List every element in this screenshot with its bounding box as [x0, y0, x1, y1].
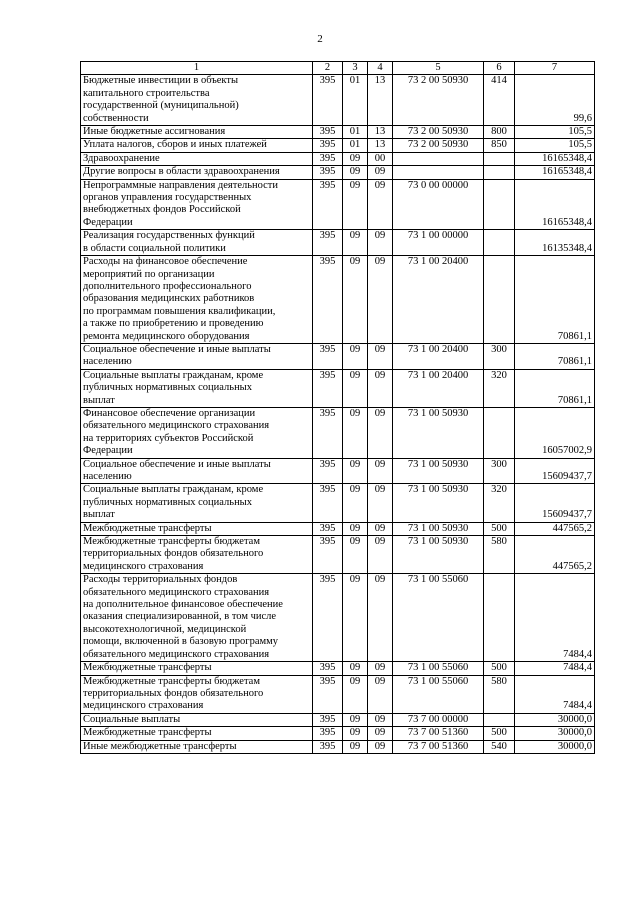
amount-cell: 105,5 — [515, 139, 595, 152]
section-code-cell: 01 — [343, 126, 368, 139]
subsection-code-cell: 09 — [368, 727, 393, 740]
target-item-cell: 73 1 00 50930 — [393, 407, 484, 458]
target-item-cell — [393, 152, 484, 165]
row-name-cell: Межбюджетные трансферты — [81, 522, 313, 535]
section-code-cell: 09 — [343, 179, 368, 230]
column-header-3: 3 — [343, 62, 368, 75]
admin-code-cell: 395 — [313, 484, 343, 522]
section-code-cell: 09 — [343, 522, 368, 535]
subsection-code-cell: 09 — [368, 740, 393, 753]
table-header — [81, 62, 595, 75]
table-row — [81, 369, 595, 407]
table-row — [81, 713, 595, 726]
target-item-cell: 73 1 00 00000 — [393, 230, 484, 256]
admin-code-cell: 395 — [313, 75, 343, 126]
row-name-cell: Уплата налогов, сборов и иных платежей — [81, 139, 313, 152]
expense-type-cell — [484, 179, 515, 230]
target-item-cell: 73 1 00 50930 — [393, 458, 484, 484]
table-row — [81, 484, 595, 522]
row-name-cell: Социальное обеспечение и иные выплаты населению — [81, 458, 313, 484]
admin-code-cell: 395 — [313, 230, 343, 256]
section-code-cell: 09 — [343, 727, 368, 740]
section-code-cell: 01 — [343, 75, 368, 126]
amount-cell: 30000,0 — [515, 727, 595, 740]
target-item-cell: 73 2 00 50930 — [393, 75, 484, 126]
table-row — [81, 166, 595, 179]
subsection-code-cell: 09 — [368, 536, 393, 574]
amount-cell: 447565,2 — [515, 536, 595, 574]
table-row — [81, 256, 595, 344]
amount-cell: 16057002,9 — [515, 407, 595, 458]
expense-type-cell: 540 — [484, 740, 515, 753]
row-name-cell: Расходы территориальных фондов обязательного медицинского страхования на дополнительное финансовое обеспечение оказания специализированной, в том числе высокотехнологичной, медицинской помощи, включенной в базовую программу обязательного медицинского страхования — [81, 574, 313, 662]
section-code-cell: 09 — [343, 484, 368, 522]
expense-type-cell — [484, 407, 515, 458]
amount-cell: 99,6 — [515, 75, 595, 126]
subsection-code-cell: 09 — [368, 369, 393, 407]
admin-code-cell: 395 — [313, 369, 343, 407]
table-row — [81, 230, 595, 256]
admin-code-cell: 395 — [313, 179, 343, 230]
admin-code-cell: 395 — [313, 522, 343, 535]
admin-code-cell: 395 — [313, 740, 343, 753]
table-row — [81, 179, 595, 230]
amount-cell: 30000,0 — [515, 740, 595, 753]
column-header-4: 4 — [368, 62, 393, 75]
row-name-cell: Социальные выплаты гражданам, кроме публичных нормативных социальных выплат — [81, 369, 313, 407]
expense-type-cell: 580 — [484, 675, 515, 713]
expense-type-cell: 414 — [484, 75, 515, 126]
amount-cell: 70861,1 — [515, 256, 595, 344]
row-name-cell: Финансовое обеспечение организации обязательного медицинского страхования на территориях субъектов Российской Федерации — [81, 407, 313, 458]
subsection-code-cell: 09 — [368, 574, 393, 662]
admin-code-cell: 395 — [313, 536, 343, 574]
section-code-cell: 01 — [343, 139, 368, 152]
page-number: 2 — [317, 33, 323, 45]
expense-type-cell: 850 — [484, 139, 515, 152]
section-code-cell: 09 — [343, 574, 368, 662]
expense-type-cell: 320 — [484, 484, 515, 522]
row-name-cell: Другие вопросы в области здравоохранения — [81, 166, 313, 179]
table-row — [81, 662, 595, 675]
target-item-cell: 73 7 00 51360 — [393, 740, 484, 753]
subsection-code-cell: 09 — [368, 179, 393, 230]
amount-cell: 447565,2 — [515, 522, 595, 535]
section-code-cell: 09 — [343, 675, 368, 713]
admin-code-cell: 395 — [313, 343, 343, 369]
amount-cell: 15609437,7 — [515, 484, 595, 522]
table-row — [81, 574, 595, 662]
admin-code-cell: 395 — [313, 727, 343, 740]
section-code-cell: 09 — [343, 662, 368, 675]
table-row — [81, 458, 595, 484]
admin-code-cell: 395 — [313, 256, 343, 344]
column-header-1: 1 — [81, 62, 313, 75]
target-item-cell: 73 1 00 50930 — [393, 484, 484, 522]
column-header-6: 6 — [484, 62, 515, 75]
row-name-cell: Бюджетные инвестиции в объекты капитального строительства государственной (муниципальной) собственности — [81, 75, 313, 126]
amount-cell: 105,5 — [515, 126, 595, 139]
subsection-code-cell: 09 — [368, 458, 393, 484]
row-name-cell: Иные межбюджетные трансферты — [81, 740, 313, 753]
target-item-cell: 73 1 00 55060 — [393, 675, 484, 713]
table-row — [81, 343, 595, 369]
subsection-code-cell: 13 — [368, 75, 393, 126]
amount-cell: 16165348,4 — [515, 166, 595, 179]
expense-type-cell — [484, 713, 515, 726]
amount-cell: 7484,4 — [515, 574, 595, 662]
row-name-cell: Социальное обеспечение и иные выплаты населению — [81, 343, 313, 369]
expense-type-cell: 500 — [484, 662, 515, 675]
column-header-7: 7 — [515, 62, 595, 75]
header-row — [81, 62, 595, 75]
amount-cell: 70861,1 — [515, 343, 595, 369]
target-item-cell: 73 1 00 50930 — [393, 536, 484, 574]
table-row — [81, 740, 595, 753]
admin-code-cell: 395 — [313, 713, 343, 726]
subsection-code-cell: 09 — [368, 484, 393, 522]
amount-cell: 16165348,4 — [515, 152, 595, 165]
expense-type-cell — [484, 166, 515, 179]
section-code-cell: 09 — [343, 343, 368, 369]
target-item-cell — [393, 166, 484, 179]
expense-type-cell — [484, 256, 515, 344]
subsection-code-cell: 09 — [368, 522, 393, 535]
target-item-cell: 73 1 00 20400 — [393, 256, 484, 344]
subsection-code-cell: 09 — [368, 662, 393, 675]
expense-type-cell — [484, 230, 515, 256]
admin-code-cell: 395 — [313, 458, 343, 484]
expense-type-cell: 500 — [484, 522, 515, 535]
table-row — [81, 536, 595, 574]
expense-type-cell: 580 — [484, 536, 515, 574]
target-item-cell: 73 2 00 50930 — [393, 139, 484, 152]
subsection-code-cell: 13 — [368, 139, 393, 152]
row-name-cell: Межбюджетные трансферты бюджетам территориальных фондов обязательного медицинского страхования — [81, 675, 313, 713]
subsection-code-cell: 09 — [368, 343, 393, 369]
table-row — [81, 75, 595, 126]
section-code-cell: 09 — [343, 230, 368, 256]
expense-type-cell: 800 — [484, 126, 515, 139]
table-row — [81, 126, 595, 139]
admin-code-cell: 395 — [313, 675, 343, 713]
subsection-code-cell: 13 — [368, 126, 393, 139]
subsection-code-cell: 09 — [368, 166, 393, 179]
amount-cell: 15609437,7 — [515, 458, 595, 484]
target-item-cell: 73 1 00 20400 — [393, 369, 484, 407]
admin-code-cell: 395 — [313, 662, 343, 675]
table-row — [81, 152, 595, 165]
row-name-cell: Реализация государственных функций в области социальной политики — [81, 230, 313, 256]
expense-type-cell: 300 — [484, 458, 515, 484]
row-name-cell: Иные бюджетные ассигнования — [81, 126, 313, 139]
admin-code-cell: 395 — [313, 139, 343, 152]
section-code-cell: 09 — [343, 458, 368, 484]
amount-cell: 16165348,4 — [515, 179, 595, 230]
section-code-cell: 09 — [343, 152, 368, 165]
section-code-cell: 09 — [343, 166, 368, 179]
column-header-5: 5 — [393, 62, 484, 75]
subsection-code-cell: 00 — [368, 152, 393, 165]
row-name-cell: Социальные выплаты — [81, 713, 313, 726]
admin-code-cell: 395 — [313, 126, 343, 139]
table-row — [81, 139, 595, 152]
row-name-cell: Здравоохранение — [81, 152, 313, 165]
admin-code-cell: 395 — [313, 166, 343, 179]
table-row — [81, 522, 595, 535]
section-code-cell: 09 — [343, 536, 368, 574]
amount-cell: 16135348,4 — [515, 230, 595, 256]
section-code-cell: 09 — [343, 369, 368, 407]
target-item-cell: 73 0 00 00000 — [393, 179, 484, 230]
target-item-cell: 73 7 00 51360 — [393, 727, 484, 740]
table-row — [81, 675, 595, 713]
admin-code-cell: 395 — [313, 407, 343, 458]
table-row — [81, 407, 595, 458]
amount-cell: 7484,4 — [515, 675, 595, 713]
row-name-cell: Расходы на финансовое обеспечение мероприятий по организации дополнительного профессионального образования медицинских работников по программам повышения квалификации, а также по приобретению и проведению ремонта медицинского оборудования — [81, 256, 313, 344]
target-item-cell: 73 1 00 55060 — [393, 662, 484, 675]
column-header-2: 2 — [313, 62, 343, 75]
subsection-code-cell: 09 — [368, 256, 393, 344]
subsection-code-cell: 09 — [368, 230, 393, 256]
row-name-cell: Межбюджетные трансферты бюджетам территориальных фондов обязательного медицинского страхования — [81, 536, 313, 574]
row-name-cell: Межбюджетные трансферты — [81, 727, 313, 740]
target-item-cell: 73 1 00 20400 — [393, 343, 484, 369]
target-item-cell: 73 7 00 00000 — [393, 713, 484, 726]
amount-cell: 70861,1 — [515, 369, 595, 407]
target-item-cell: 73 2 00 50930 — [393, 126, 484, 139]
expense-type-cell — [484, 152, 515, 165]
section-code-cell: 09 — [343, 713, 368, 726]
admin-code-cell: 395 — [313, 574, 343, 662]
table-row — [81, 727, 595, 740]
admin-code-cell: 395 — [313, 152, 343, 165]
row-name-cell: Социальные выплаты гражданам, кроме публичных нормативных социальных выплат — [81, 484, 313, 522]
subsection-code-cell: 09 — [368, 713, 393, 726]
budget-table — [80, 61, 595, 754]
amount-cell: 7484,4 — [515, 662, 595, 675]
expense-type-cell: 300 — [484, 343, 515, 369]
expense-type-cell — [484, 574, 515, 662]
section-code-cell: 09 — [343, 740, 368, 753]
subsection-code-cell: 09 — [368, 407, 393, 458]
amount-cell: 30000,0 — [515, 713, 595, 726]
row-name-cell: Непрограммные направления деятельности органов управления государственных внебюджетных фондов Российской Федерации — [81, 179, 313, 230]
section-code-cell: 09 — [343, 256, 368, 344]
section-code-cell: 09 — [343, 407, 368, 458]
expense-type-cell: 500 — [484, 727, 515, 740]
row-name-cell: Межбюджетные трансферты — [81, 662, 313, 675]
target-item-cell: 73 1 00 55060 — [393, 574, 484, 662]
table-body — [81, 75, 595, 754]
target-item-cell: 73 1 00 50930 — [393, 522, 484, 535]
subsection-code-cell: 09 — [368, 675, 393, 713]
expense-type-cell: 320 — [484, 369, 515, 407]
